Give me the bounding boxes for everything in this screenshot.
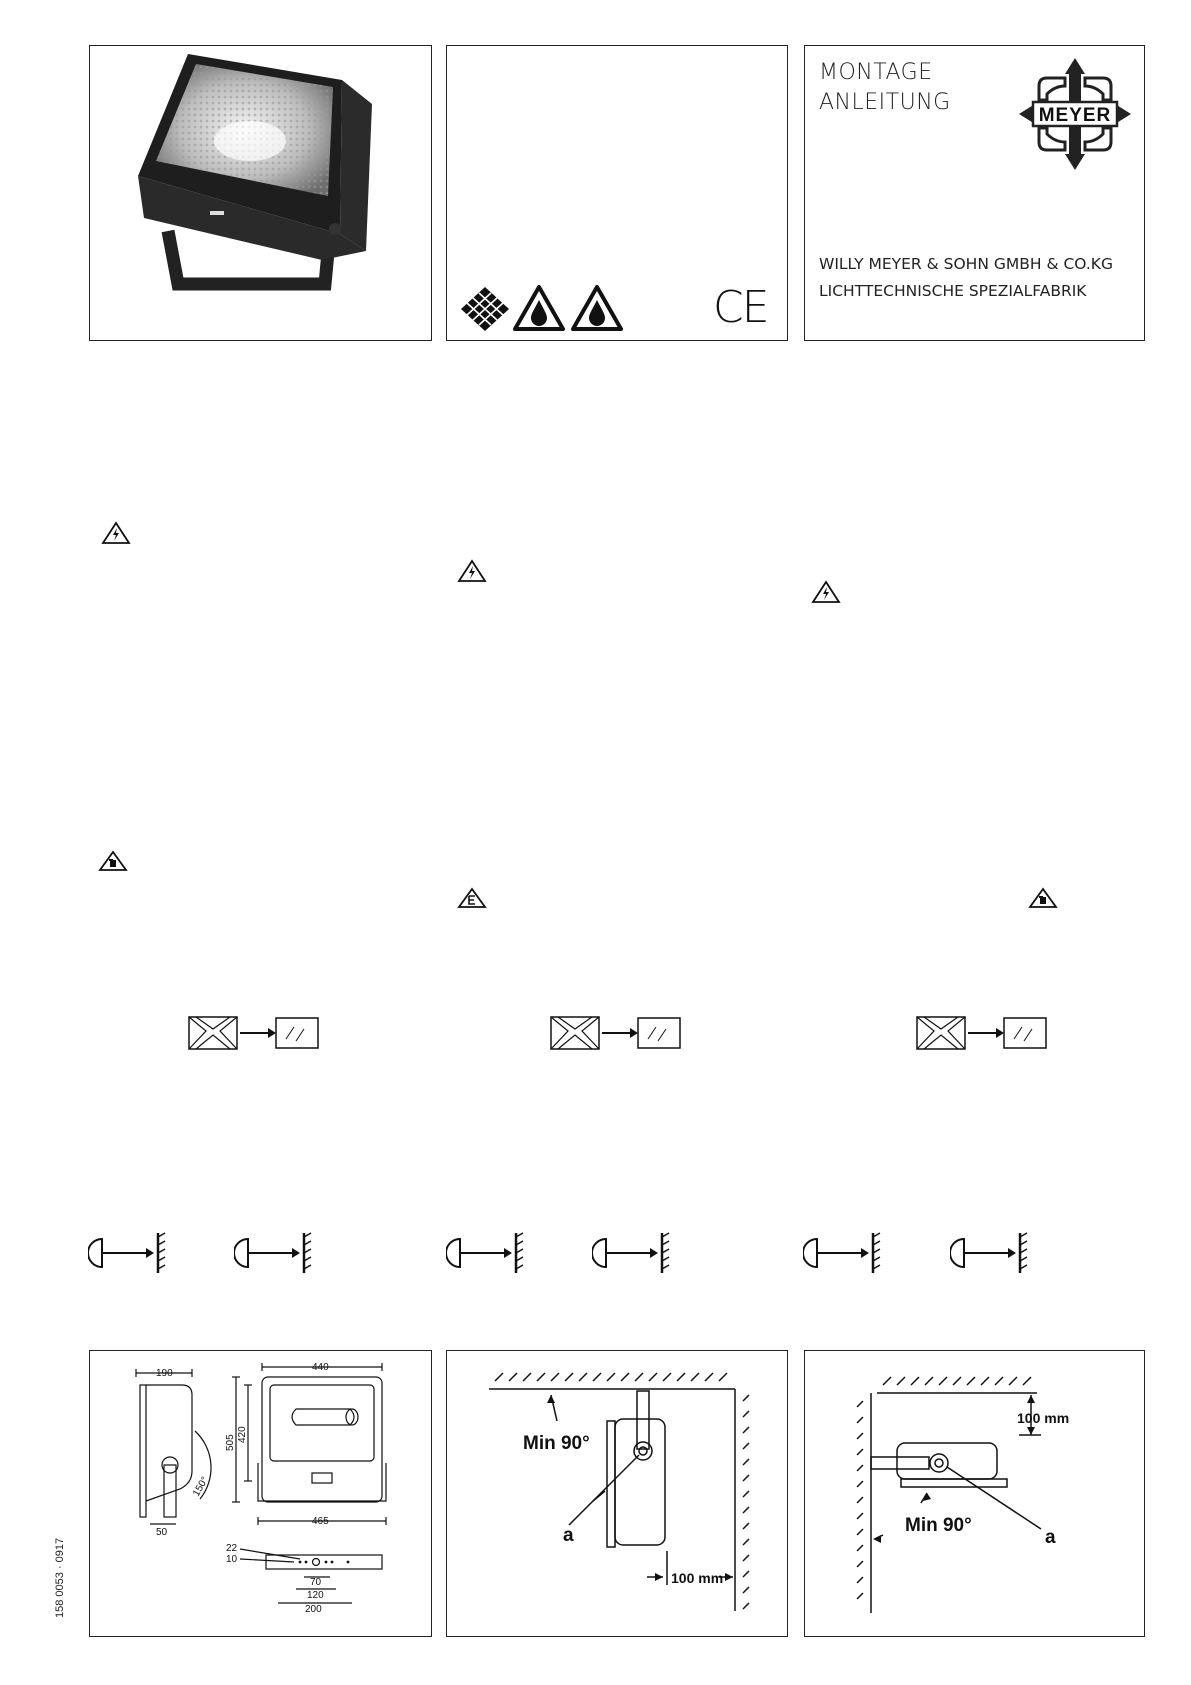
ceiling-mount-diagram bbox=[447, 1351, 786, 1635]
dim-depth: 190 bbox=[156, 1368, 173, 1379]
distance-to-object-icon bbox=[446, 1231, 526, 1275]
document-code: 158 0053 · 0917 bbox=[54, 1537, 66, 1618]
ce-mark: CE bbox=[713, 282, 768, 333]
replace-glass-icon bbox=[550, 1015, 682, 1051]
ceiling-mount-panel bbox=[446, 1350, 788, 1637]
dim-hole-22: 22 bbox=[226, 1543, 238, 1554]
lamp-warning-icon bbox=[1028, 887, 1058, 909]
ceiling-label-a: a bbox=[563, 1525, 574, 1546]
distance-to-object-icon bbox=[234, 1231, 314, 1275]
electrical-warning-icon bbox=[101, 521, 131, 545]
title-line-1: MONTAGE bbox=[819, 60, 933, 85]
meyer-logo bbox=[1017, 56, 1133, 172]
distance-to-object-icon bbox=[803, 1231, 883, 1275]
company-name: WILLY MEYER & SOHN GMBH & CO.KG bbox=[819, 255, 1113, 273]
wall-distance: 100 mm bbox=[1017, 1410, 1070, 1426]
company-subtitle: LICHTTECHNISCHE SPEZIALFABRIK bbox=[819, 282, 1087, 300]
replace-glass-icon bbox=[188, 1015, 320, 1051]
dim-height-outer: 505 bbox=[225, 1434, 236, 1451]
ceiling-distance: 100 mm bbox=[671, 1570, 724, 1586]
electrical-warning-icon bbox=[457, 559, 487, 583]
dim-height-inner: 420 bbox=[237, 1426, 248, 1443]
dim-width-top: 440 bbox=[312, 1362, 329, 1373]
dim-hole-10: 10 bbox=[226, 1554, 238, 1565]
distance-to-object-icon bbox=[88, 1231, 168, 1275]
splash-proof-icon bbox=[571, 284, 623, 332]
dim-spacing-200: 200 bbox=[305, 1604, 322, 1615]
fire-retardant-diamond-icon bbox=[460, 286, 510, 332]
ceiling-min-angle: Min 90° bbox=[523, 1433, 590, 1454]
dim-bracket-offset: 50 bbox=[156, 1527, 168, 1538]
title-line-2: ANLEITUNG bbox=[819, 90, 951, 115]
distance-to-object-icon bbox=[950, 1231, 1030, 1275]
dimension-drawing bbox=[90, 1351, 430, 1635]
page-title bbox=[819, 58, 951, 118]
lamp-warning-icon bbox=[98, 850, 128, 872]
product-photo-panel bbox=[89, 45, 432, 341]
wall-mount-diagram bbox=[805, 1351, 1143, 1635]
title-panel bbox=[804, 45, 1145, 341]
distance-to-object-icon bbox=[592, 1231, 672, 1275]
wall-min-angle: Min 90° bbox=[905, 1515, 972, 1536]
dim-spacing-70: 70 bbox=[310, 1577, 322, 1588]
wall-label-a: a bbox=[1045, 1527, 1056, 1548]
floodlight-photo bbox=[90, 46, 430, 339]
company-info bbox=[819, 251, 1113, 305]
symbols-panel bbox=[446, 45, 788, 341]
electrical-warning-icon bbox=[811, 580, 841, 604]
dimension-drawing-panel bbox=[89, 1350, 432, 1637]
meyer-logo-text: MEYER bbox=[1038, 105, 1112, 126]
dim-width-bottom: 465 bbox=[312, 1516, 329, 1527]
dim-spacing-120: 120 bbox=[307, 1590, 324, 1601]
drip-proof-icon bbox=[513, 284, 565, 332]
replace-glass-icon bbox=[916, 1015, 1048, 1051]
wall-mount-panel bbox=[804, 1350, 1145, 1637]
lamp-warning-icon bbox=[457, 887, 487, 909]
dim-tilt-angle: 150° bbox=[191, 1475, 211, 1499]
